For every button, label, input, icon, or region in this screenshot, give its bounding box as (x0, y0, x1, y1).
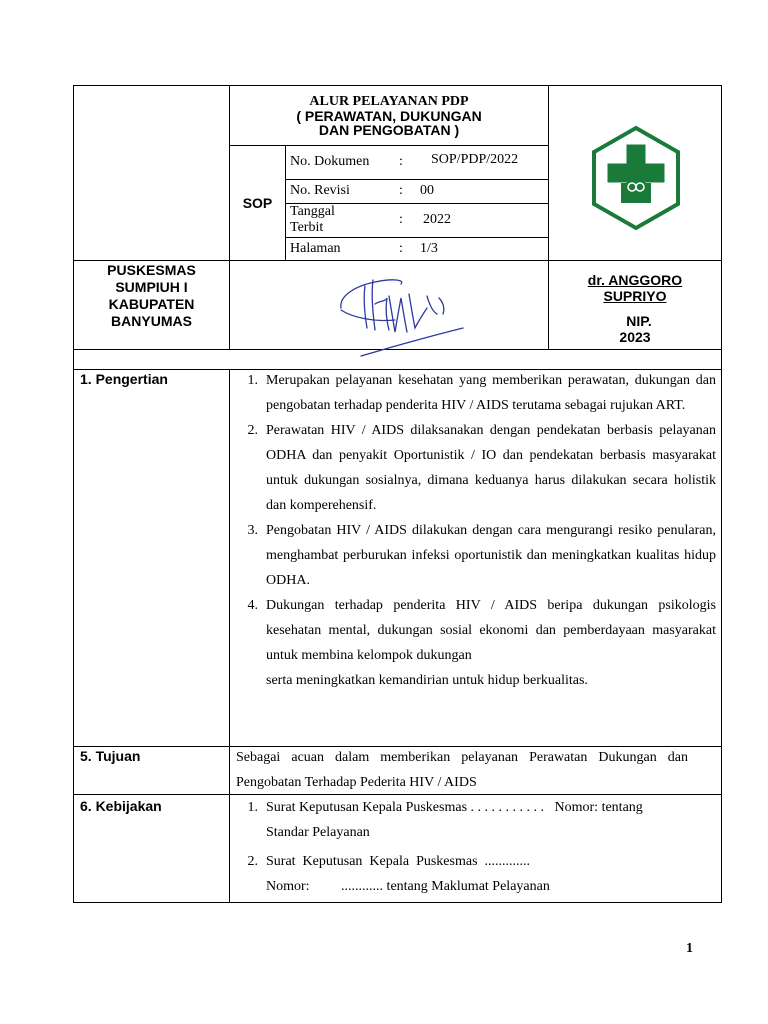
signature-mark (335, 268, 470, 360)
signature (335, 268, 470, 360)
nip-value: 2023 (619, 329, 651, 345)
org-line-2: SUMPIUH I (115, 279, 188, 295)
doc-row-revision (290, 180, 546, 203)
doc-row-sep: : (399, 212, 403, 227)
sop-label: SOP (242, 195, 273, 211)
doc-row-label: No. Revisi (290, 183, 350, 198)
doc-row-value: 00 (420, 183, 434, 198)
kebijakan-content (236, 795, 716, 899)
list-item-text: Pengobatan HIV / AIDS dilakukan dengan cara mengurangi resiko penularan, menghambat perburukan infeksi oportunistik dan meningkatkan kualitas hidup ODHA. (266, 523, 716, 588)
doc-row-sep: : (399, 183, 403, 198)
list-item-text: Dukungan terhadap penderita HIV / AIDS beripa dukungan psikologis kesehatan mental, dukungan sosial ekonomi dan pemberdayaan masyarakat untuk membina kelompok dukungan (266, 598, 716, 663)
doc-row-value: 2022 (423, 212, 451, 227)
doc-row-label: Tanggal Terbit (290, 204, 335, 235)
kebijakan-item-2-line-1: Surat Keputusan Kepala Puskesmas ............. (266, 854, 531, 869)
org-line-4: BANYUMAS (111, 313, 192, 329)
doc-row-label: No. Dokumen (290, 154, 370, 169)
kebijakan-item-1-line-1: Surat Keputusan Kepala Puskesmas . . . . . . . . . . . Nomor: tentang (266, 800, 643, 815)
doc-row-value: 1/3 (420, 241, 438, 256)
doc-row-value: SOP/PDP/2022 (431, 152, 519, 167)
nip-label: NIP. (626, 313, 652, 329)
doc-row-sep: : (399, 154, 403, 169)
kebijakan-item-1-line-2: Standar Pelayanan (266, 825, 370, 840)
document-title (230, 88, 548, 144)
tujuan-text: Sebagai acuan dalam memberikan pelayanan Perawatan Dukungan dan Pengobatan Terhadap Pederita HIV / AIDS (236, 750, 688, 790)
head-official (549, 268, 721, 308)
title-line-3: DAN PENGOBATAN ) (318, 122, 460, 138)
doc-row-label: Halaman (290, 241, 341, 256)
nip-block (549, 312, 721, 346)
list-item-text: Merupakan pelayanan kesehatan yang memberikan perawatan, dukungan dan pengobatan terhadap penderita HIV / AIDS terutama sebagai rujukan ART. (266, 373, 716, 413)
list-item: 3. Pengobatan HIV / AIDS dilakukan dengan cara mengurangi resiko penularan, menghambat perburukan infeksi oportunistik dan meningkatkan kualitas hidup ODHA. (247, 523, 716, 588)
page-number: 1 (686, 941, 693, 956)
pengertian-continuation: serta meningkatkan kemandirian untuk hidup berkualitas. (266, 673, 588, 688)
puskesmas-logo (591, 125, 681, 233)
kebijakan-label: 6. Kebijakan (80, 798, 162, 814)
pengertian-list (236, 368, 716, 668)
doc-row-date (290, 204, 546, 237)
doc-row-number (290, 146, 546, 179)
head-name-line-1: dr. ANGGORO (587, 272, 683, 288)
pengertian-label: 1. Pengertian (80, 371, 168, 387)
title-line-1: ALUR PELAYANAN PDP (309, 94, 469, 109)
title-line-2: ( PERAWATAN, DUKUNGAN (296, 108, 482, 124)
list-item: 4. Dukungan terhadap penderita HIV / AIDS beripa dukungan psikologis kesehatan mental, dukungan sosial ekonomi dan pemberdayaan masyarakat untuk membina kelompok dukungan (247, 598, 716, 663)
kebijakan-item-2-line-2: Nomor: ............ tentang Maklumat Pelayanan (266, 879, 550, 894)
org-line-3: KABUPATEN (108, 296, 195, 312)
pengertian-content (236, 368, 716, 693)
list-item: 2. Perawatan HIV / AIDS dilaksanakan dengan pendekatan berbasis pelayanan ODHA dan penyakit Oportunistik / IO dan pendekatan berbasis masyarakat untuk dukungan sosialnya, dimana keduanya harus dilakukan secara holistik dan komperehensif. (247, 423, 716, 513)
doc-row-page (290, 238, 546, 260)
head-name-line-2: SUPRIYO (603, 288, 667, 304)
list-item: 2. Surat Keputusan Kepala Puskesmas ............. (247, 854, 531, 869)
list-item: 1. Surat Keputusan Kepala Puskesmas . . . . . . . . . . . Nomor: tentang (247, 800, 643, 815)
org-line-1: PUSKESMAS (107, 262, 196, 278)
puskesmas-logo-icon (591, 125, 681, 233)
list-item-text: Perawatan HIV / AIDS dilaksanakan dengan pendekatan berbasis pelayanan ODHA dan penyakit Oportunistik / IO dan pendekatan berbasis masyarakat untuk dukungan sosialnya, dimana keduanya harus dilakukan secara holistik dan komperehensif. (266, 423, 716, 513)
tujuan-label: 5. Tujuan (80, 748, 141, 764)
organization-name (74, 261, 229, 331)
list-item: 1. Merupakan pelayanan kesehatan yang memberikan perawatan, dukungan dan pengobatan terhadap penderita HIV / AIDS terutama sebagai rujukan ART. (247, 373, 716, 413)
doc-row-sep: : (399, 241, 403, 256)
